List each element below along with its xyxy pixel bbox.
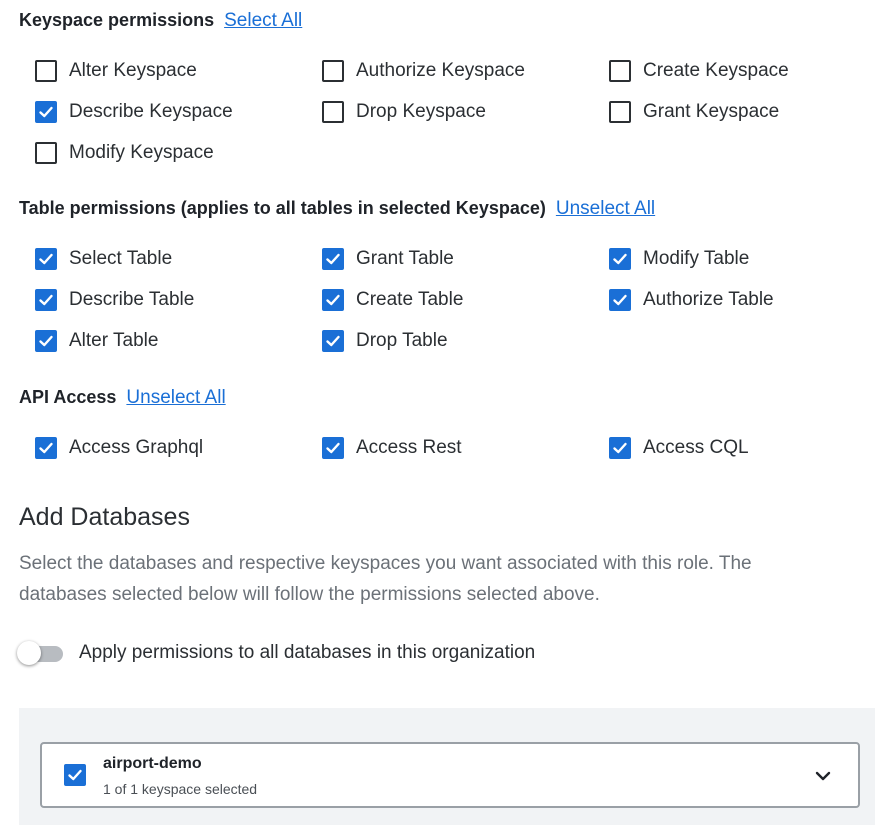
apply-all-databases-toggle-row[interactable] [17, 640, 535, 666]
checkmark-icon [67, 767, 83, 783]
checkmark-icon [38, 333, 54, 349]
checkbox-icon[interactable] [35, 101, 57, 123]
checkbox-icon[interactable] [322, 248, 344, 270]
api-unselect-all-link[interactable]: Unselect All [126, 387, 226, 408]
checkbox-icon[interactable] [609, 248, 631, 270]
checkmark-icon [612, 292, 628, 308]
checkbox-access-rest[interactable] [322, 437, 462, 459]
checkmark-icon [325, 292, 341, 308]
checkbox-access-cql[interactable] [609, 437, 749, 459]
checkbox-alter-keyspace[interactable] [35, 60, 197, 82]
checkbox-describe-keyspace[interactable] [35, 101, 233, 123]
checkbox-label: Drop Table [356, 330, 448, 351]
checkbox-label: Access CQL [643, 437, 749, 458]
api-access-header [19, 387, 226, 409]
add-databases-description: Select the databases and respective keyspaces you want associated with this role. The databases selected below will follow the permissions selected above. [19, 553, 752, 605]
keyspace-permissions-title: Keyspace permissions [19, 10, 215, 30]
checkbox-label: Authorize Table [643, 289, 774, 310]
checkbox-label: Alter Keyspace [69, 60, 197, 81]
add-databases-title: Add Databases [19, 503, 190, 531]
checkmark-icon [38, 104, 54, 120]
checkbox-label: Alter Table [69, 330, 159, 351]
checkbox-access-graphql[interactable] [35, 437, 203, 459]
checkbox-modify-keyspace[interactable] [35, 142, 214, 164]
checkbox-label: Access Graphql [69, 437, 204, 458]
checkmark-icon [325, 333, 341, 349]
checkbox-icon[interactable] [609, 101, 631, 123]
checkbox-label: Create Table [356, 289, 464, 310]
checkbox-icon[interactable] [322, 60, 344, 82]
database-checkbox[interactable] [64, 764, 86, 786]
checkbox-icon[interactable] [609, 60, 631, 82]
apply-all-databases-toggle[interactable] [17, 640, 63, 666]
checkbox-icon[interactable] [35, 437, 57, 459]
keyspace-permissions-header [19, 10, 302, 32]
checkbox-label: Modify Keyspace [69, 142, 214, 163]
checkbox-icon[interactable] [35, 142, 57, 164]
checkbox-label: Access Rest [356, 437, 462, 458]
keyspace-select-all-link[interactable]: Select All [224, 10, 303, 31]
checkbox-icon[interactable] [322, 101, 344, 123]
database-item[interactable] [40, 742, 860, 808]
checkbox-drop-table[interactable] [322, 330, 448, 352]
checkbox-label: Grant Table [356, 248, 454, 269]
table-unselect-all-link[interactable]: Unselect All [555, 198, 656, 219]
checkmark-icon [38, 251, 54, 267]
checkbox-create-keyspace[interactable] [609, 60, 789, 82]
checkbox-label: Modify Table [643, 248, 750, 269]
checkbox-authorize-keyspace[interactable] [322, 60, 525, 82]
checkbox-label: Select Table [69, 248, 173, 269]
api-access-title: API Access [19, 387, 117, 407]
checkbox-icon[interactable] [35, 289, 57, 311]
checkbox-icon[interactable] [322, 437, 344, 459]
chevron-down-icon[interactable] [814, 767, 832, 785]
checkbox-icon[interactable] [609, 289, 631, 311]
checkbox-label: Drop Keyspace [356, 101, 486, 122]
checkbox-drop-keyspace[interactable] [322, 101, 486, 123]
table-permissions-title: Table permissions (applies to all tables in selected Keyspace) [19, 198, 546, 218]
checkbox-label: Grant Keyspace [643, 101, 780, 122]
checkbox-label: Describe Table [69, 289, 195, 310]
checkbox-select-table[interactable] [35, 248, 172, 270]
checkbox-label: Authorize Keyspace [356, 60, 525, 81]
checkbox-grant-keyspace[interactable] [609, 101, 779, 123]
checkmark-icon [38, 292, 54, 308]
checkbox-create-table[interactable] [322, 289, 463, 311]
checkbox-icon[interactable] [322, 330, 344, 352]
checkbox-grant-table[interactable] [322, 248, 454, 270]
checkmark-icon [612, 440, 628, 456]
database-keyspace-count: 1 of 1 keyspace selected [103, 781, 258, 797]
checkbox-authorize-table[interactable] [609, 289, 774, 311]
checkbox-modify-table[interactable] [609, 248, 749, 270]
checkmark-icon [38, 440, 54, 456]
checkbox-alter-table[interactable] [35, 330, 158, 352]
checkbox-icon[interactable] [35, 330, 57, 352]
checkbox-icon[interactable] [609, 437, 631, 459]
table-permissions-header [19, 198, 655, 220]
checkmark-icon [612, 251, 628, 267]
checkbox-icon[interactable] [35, 248, 57, 270]
toggle-label: Apply permissions to all databases in this organization [79, 642, 536, 663]
database-list-panel [19, 708, 875, 825]
checkmark-icon [325, 440, 341, 456]
toggle-thumb[interactable] [17, 641, 41, 665]
checkbox-icon[interactable] [35, 60, 57, 82]
checkbox-describe-table[interactable] [35, 289, 194, 311]
checkbox-label: Describe Keyspace [69, 101, 233, 122]
checkbox-icon[interactable] [322, 289, 344, 311]
checkmark-icon [325, 251, 341, 267]
database-name: airport-demo [103, 755, 202, 772]
checkbox-label: Create Keyspace [643, 60, 789, 81]
